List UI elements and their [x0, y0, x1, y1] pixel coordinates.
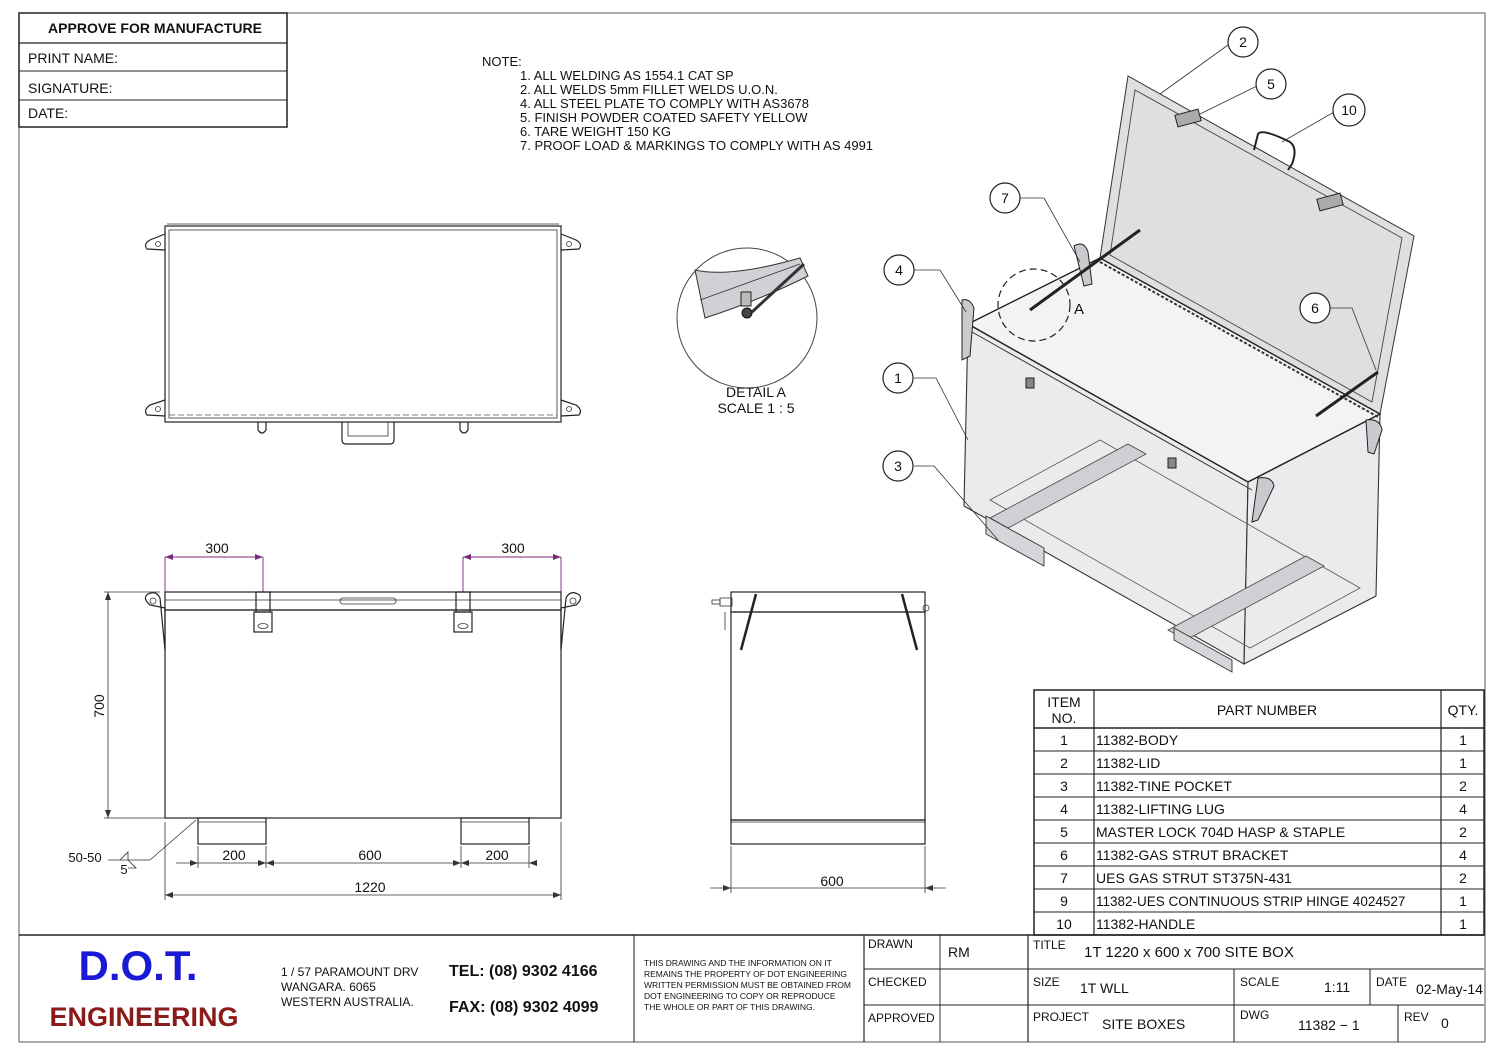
- balloon-7: [990, 183, 1020, 213]
- size-label: SIZE: [1033, 975, 1060, 989]
- bom-cell-qty: 2: [1459, 870, 1467, 886]
- dim-200-left: 200: [222, 847, 246, 863]
- balloon-10: [1333, 94, 1365, 126]
- approve-heading: APPROVE FOR MANUFACTURE: [48, 20, 262, 36]
- note-item: 1. ALL WELDING AS 1554.1 CAT SP: [520, 68, 734, 83]
- company-fax: FAX: (08) 9302 4099: [449, 999, 599, 1016]
- bom-cell-qty: 4: [1459, 847, 1467, 863]
- bom-header-no: NO.: [1051, 710, 1077, 726]
- balloon-4: [884, 255, 914, 285]
- bom-cell-no: 1: [1060, 732, 1068, 748]
- weld-callout: 50-50: [68, 850, 102, 865]
- svg-text:WRITTEN PERMISSION MUST BE OBT: WRITTEN PERMISSION MUST BE OBTAINED FROM: [644, 980, 852, 990]
- bom-cell-part: MASTER LOCK 704D HASP & STAPLE: [1096, 824, 1346, 840]
- address-line: 1 / 57 PARAMOUNT DRV: [281, 965, 419, 979]
- bom-cell-no: 4: [1060, 801, 1068, 817]
- svg-text:4: 4: [895, 262, 903, 278]
- dim-1220: 1220: [354, 879, 386, 895]
- bom-cell-part: 11382-BODY: [1096, 732, 1179, 748]
- bom-cell-no: 3: [1060, 778, 1068, 794]
- bom-cell-part: 11382-HANDLE: [1096, 916, 1196, 932]
- address-line: WESTERN AUSTRALIA.: [281, 995, 414, 1009]
- approval-box: [19, 13, 287, 127]
- svg-text:REMAINS THE PROPERTY OF DOT EN: REMAINS THE PROPERTY OF DOT ENGINEERING: [644, 969, 847, 979]
- date-label-tb: DATE: [1376, 975, 1408, 989]
- scale-value: 1:11: [1324, 979, 1351, 995]
- drawn-value: RM: [948, 944, 970, 960]
- svg-text:5: 5: [1267, 76, 1275, 92]
- bom-cell-qty: 1: [1459, 916, 1467, 932]
- notes-block: [482, 54, 873, 153]
- bom-cell-qty: 4: [1459, 801, 1467, 817]
- company-block: [49, 942, 598, 1032]
- bom-cell-no: 5: [1060, 824, 1068, 840]
- dim-200-right: 200: [485, 847, 509, 863]
- address-line: WANGARA. 6065: [281, 980, 376, 994]
- balloon-1: [883, 363, 913, 393]
- dim-600-mid: 600: [358, 847, 382, 863]
- svg-text:3: 3: [894, 458, 902, 474]
- bom-header-item: ITEM: [1047, 694, 1081, 710]
- dim-300-right: 300: [501, 540, 525, 556]
- bom-cell-part: 11382-TINE POCKET: [1096, 778, 1232, 794]
- drawn-label: DRAWN: [868, 937, 913, 951]
- bom-cell-part: 11382-GAS STRUT BRACKET: [1096, 847, 1289, 863]
- bom-header-qty: QTY.: [1447, 702, 1479, 718]
- svg-text:10: 10: [1341, 102, 1357, 118]
- print-name-label: PRINT NAME:: [28, 50, 118, 66]
- svg-text:THE WHOLE OR PART OF THIS DRAW: THE WHOLE OR PART OF THIS DRAWING.: [644, 1002, 815, 1012]
- bom-cell-qty: 2: [1459, 778, 1467, 794]
- company-name-dot: D.O.T.: [78, 942, 198, 989]
- bom-cell-no: 10: [1056, 916, 1072, 932]
- svg-text:2: 2: [1239, 34, 1247, 50]
- bom-cell-no: 7: [1060, 870, 1068, 886]
- bom-cell-part: 11382-LID: [1096, 755, 1161, 771]
- bom-cell-no: 9: [1060, 893, 1068, 909]
- svg-text:7: 7: [1001, 190, 1009, 206]
- bom-cell-no: 2: [1060, 755, 1068, 771]
- note-item: 6. TARE WEIGHT 150 KG: [520, 124, 671, 139]
- dwg-label: DWG: [1240, 1008, 1270, 1022]
- disclaimer: [644, 958, 851, 1012]
- project-label: PROJECT: [1033, 1010, 1090, 1024]
- notes-heading: NOTE:: [482, 54, 522, 69]
- size-value: 1T WLL: [1080, 980, 1129, 996]
- rev-value: 0: [1441, 1015, 1449, 1031]
- date-label: DATE:: [28, 105, 69, 121]
- scale-label: SCALE: [1240, 975, 1280, 989]
- bom-cell-no: 6: [1060, 847, 1068, 863]
- title-block-fields: [868, 937, 1483, 1033]
- balloon-3: [883, 451, 913, 481]
- weld-size: 5: [120, 862, 128, 877]
- isometric-view: [962, 76, 1414, 672]
- front-view: [68, 540, 580, 900]
- svg-text:1: 1: [894, 370, 902, 386]
- bom-cell-qty: 1: [1459, 732, 1467, 748]
- signature-label: SIGNATURE:: [28, 80, 113, 96]
- project-value: SITE BOXES: [1102, 1016, 1186, 1032]
- approved-label: APPROVED: [868, 1011, 935, 1025]
- balloon-6: [1300, 293, 1330, 323]
- detail-a: [677, 248, 817, 416]
- svg-text:THIS DRAWING AND THE INFORMATI: THIS DRAWING AND THE INFORMATION ON IT: [644, 958, 832, 968]
- detail-scale: SCALE 1 : 5: [717, 400, 795, 416]
- note-item: 5. FINISH POWDER COATED SAFETY YELLOW: [520, 110, 808, 125]
- bom-cell-part: 11382-LIFTING LUG: [1096, 801, 1225, 817]
- bom-cell-qty: 1: [1459, 893, 1467, 909]
- date-value: 02-May-14: [1416, 981, 1483, 997]
- title-label: TITLE: [1033, 938, 1066, 952]
- svg-text:DOT ENGINEERING TO COPY OR REP: DOT ENGINEERING TO COPY OR REPRODUCE: [644, 991, 836, 1001]
- top-view: [146, 224, 581, 444]
- note-item: 7. PROOF LOAD & MARKINGS TO COMPLY WITH AS 4991: [520, 138, 874, 153]
- detail-title: DETAIL A: [726, 384, 786, 400]
- balloon-2: [1228, 27, 1258, 57]
- dim-600-side: 600: [820, 873, 844, 889]
- bom-cell-part: UES GAS STRUT ST375N-431: [1096, 870, 1292, 886]
- note-item: 2. ALL WELDS 5mm FILLET WELDS U.O.N.: [520, 82, 778, 97]
- title-value: 1T 1220 x 600 x 700 SITE BOX: [1084, 944, 1294, 961]
- company-tel: TEL: (08) 9302 4166: [449, 963, 598, 980]
- note-item: 4. ALL STEEL PLATE TO COMPLY WITH AS3678: [520, 96, 810, 111]
- company-name-engineering: ENGINEERING: [49, 1002, 239, 1032]
- bom-cell-qty: 2: [1459, 824, 1467, 840]
- bom-cell-part: 11382-UES CONTINUOUS STRIP HINGE 4024527: [1096, 894, 1406, 909]
- dim-700: 700: [91, 694, 107, 718]
- rev-label: REV: [1404, 1010, 1429, 1024]
- dwg-value: 11382 − 1: [1298, 1017, 1360, 1033]
- checked-label: CHECKED: [868, 975, 927, 989]
- balloon-5: [1256, 69, 1286, 99]
- svg-text:6: 6: [1311, 300, 1319, 316]
- detail-a-label: A: [1074, 301, 1085, 318]
- dim-300-left: 300: [205, 540, 229, 556]
- bom-cell-qty: 1: [1459, 755, 1467, 771]
- side-view: [710, 592, 946, 893]
- bom-header-part: PART NUMBER: [1216, 702, 1318, 718]
